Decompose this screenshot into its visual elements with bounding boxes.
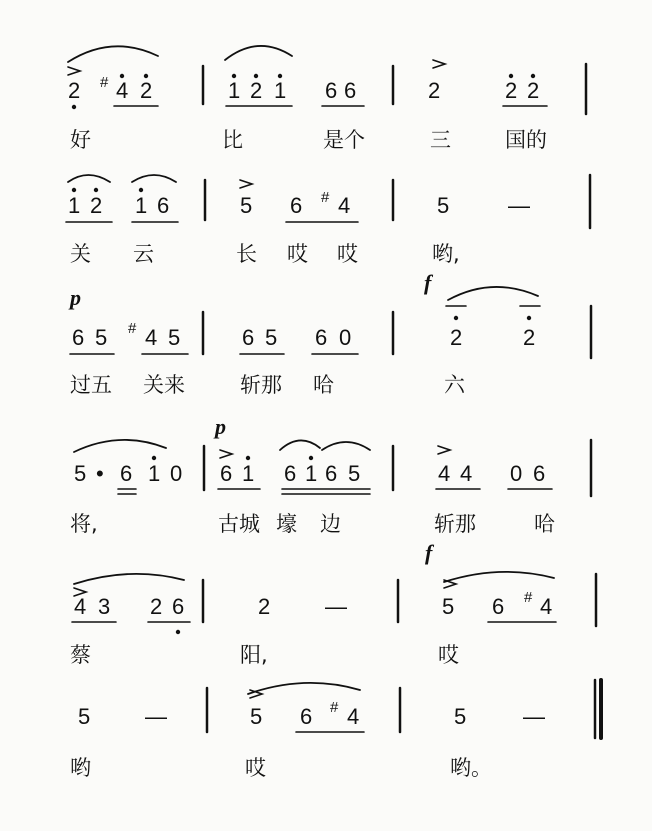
note: 6 <box>325 461 338 486</box>
accent-marks <box>240 180 252 188</box>
note: 6 <box>533 461 546 486</box>
lyric: 长 <box>236 242 257 266</box>
note: 6 <box>220 461 233 486</box>
dash: — <box>508 193 530 218</box>
lyric: 六 <box>444 373 465 397</box>
accent-marks <box>250 690 262 698</box>
note: 0 <box>339 325 352 350</box>
sharp-sign: # <box>128 320 137 337</box>
lyric: 将, <box>70 512 98 536</box>
note: 2 <box>450 325 463 350</box>
lyric: 是个 <box>323 128 365 152</box>
note: 6 <box>344 78 357 103</box>
sharp-sign: # <box>330 699 339 716</box>
note: 6 <box>120 461 133 486</box>
note: 1 <box>135 193 148 218</box>
note: 6 <box>300 704 313 729</box>
lyric: 好 <box>70 128 91 152</box>
note: 1 <box>148 461 161 486</box>
slurs <box>74 572 554 584</box>
lyric: 蔡 <box>70 643 91 667</box>
note: 6 <box>242 325 255 350</box>
dynamic-marking: p <box>215 414 226 439</box>
note: 5 <box>78 704 91 729</box>
note: 4 <box>540 594 553 619</box>
slurs <box>248 683 360 694</box>
note: 2 <box>150 594 163 619</box>
note: 6 <box>492 594 505 619</box>
lyric: 关 <box>70 242 91 266</box>
note: 4 <box>145 325 158 350</box>
note: 2 <box>258 594 271 619</box>
note: 1 <box>68 193 81 218</box>
lyric: 哈 <box>313 373 334 397</box>
lyric: 过五 <box>70 373 112 397</box>
lyric: 阳, <box>240 643 268 667</box>
dash: — <box>325 594 347 619</box>
note: 0 <box>510 461 523 486</box>
lyric: 壕 <box>276 512 297 536</box>
lyric: 哎 <box>337 242 358 266</box>
sharp-sign: # <box>100 74 109 91</box>
note: 4 <box>116 78 129 103</box>
note: 5 <box>437 193 450 218</box>
lyric: 关来 <box>143 373 185 397</box>
note: 2 <box>250 78 263 103</box>
octave-dots <box>176 630 180 634</box>
slurs <box>68 175 176 182</box>
octave-dots <box>152 456 313 460</box>
note: 1 <box>228 78 241 103</box>
note: 5 <box>454 704 467 729</box>
note: 6 <box>290 193 303 218</box>
note: 6 <box>284 461 297 486</box>
note: 2 <box>140 78 153 103</box>
note: 5 <box>74 461 87 486</box>
note: 5 <box>250 704 263 729</box>
note: 0 <box>170 461 183 486</box>
barlines <box>204 440 591 496</box>
note: 4 <box>338 193 351 218</box>
note: 1 <box>305 461 318 486</box>
note: 6 <box>325 78 338 103</box>
note: 5 <box>95 325 108 350</box>
note: 4 <box>438 461 451 486</box>
octave-dots <box>454 316 531 320</box>
note: 2 <box>527 78 540 103</box>
note: 1 <box>274 78 287 103</box>
sharp-sign: # <box>524 589 533 606</box>
augmentation-dot: • <box>96 461 104 486</box>
lyric: 国的 <box>505 128 547 152</box>
note: 6 <box>172 594 185 619</box>
lyric: 哟 <box>70 756 91 780</box>
note: 4 <box>460 461 473 486</box>
accent-marks <box>220 446 450 458</box>
lyric: 哎 <box>287 242 308 266</box>
note: 2 <box>428 78 441 103</box>
lyric: 边 <box>320 512 341 536</box>
lyric: 哈 <box>534 512 555 536</box>
note: 5 <box>348 461 361 486</box>
dash: — <box>523 704 545 729</box>
lyric: 哎 <box>245 756 266 780</box>
octave-dots <box>72 188 143 192</box>
note: 5 <box>442 594 455 619</box>
note: 1 <box>242 461 255 486</box>
lyric: 比 <box>222 128 243 152</box>
dynamic-marking: f <box>424 270 432 295</box>
note: 2 <box>523 325 536 350</box>
slurs <box>68 46 292 62</box>
accent-marks <box>68 60 445 75</box>
sharp-sign: # <box>321 189 330 206</box>
note: 6 <box>72 325 85 350</box>
note: 5 <box>168 325 181 350</box>
note: 2 <box>505 78 518 103</box>
dynamic-marking: p <box>70 285 81 310</box>
note: 6 <box>315 325 328 350</box>
barlines <box>203 306 591 358</box>
note: 3 <box>98 594 111 619</box>
note: 5 <box>265 325 278 350</box>
slurs <box>448 287 538 300</box>
lyric: 斩那 <box>434 512 476 536</box>
note: 4 <box>74 594 87 619</box>
lyric: 哟。 <box>450 756 492 780</box>
note: 4 <box>347 704 360 729</box>
barlines <box>203 574 596 626</box>
barlines <box>205 175 590 228</box>
dynamic-marking: f <box>425 540 433 565</box>
underlines <box>118 489 552 494</box>
lyric: 哟, <box>432 242 460 266</box>
note: 6 <box>157 193 170 218</box>
lyric: 云 <box>133 242 154 266</box>
lyric: 古城 <box>218 512 260 536</box>
lyric: 哎 <box>438 643 459 667</box>
lyric: 斩那 <box>240 373 282 397</box>
lyric: 三 <box>430 128 451 152</box>
dash: — <box>145 704 167 729</box>
note: 2 <box>90 193 103 218</box>
note: 2 <box>68 78 81 103</box>
octave-dots <box>72 74 535 109</box>
note: 5 <box>240 193 253 218</box>
